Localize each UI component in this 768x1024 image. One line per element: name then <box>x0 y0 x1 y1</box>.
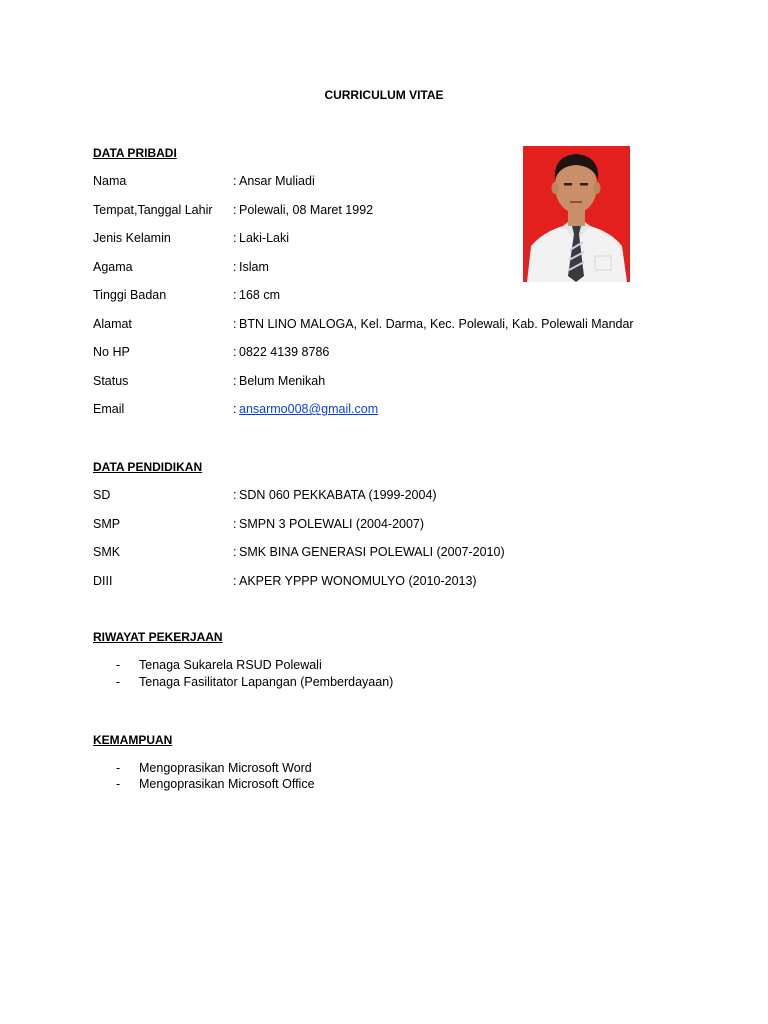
row-colon: : <box>233 345 237 359</box>
row-colon: : <box>233 317 237 331</box>
list-item-text: Tenaga Sukarela RSUD Polewali <box>139 658 322 672</box>
row-value: 0822 4139 8786 <box>239 345 330 359</box>
row-value: Laki-Laki <box>239 231 290 245</box>
row-colon: : <box>233 402 237 416</box>
row-colon: : <box>233 260 237 274</box>
row-label: No HP <box>93 345 130 359</box>
row-label: SMK <box>93 545 121 559</box>
document-title: CURRICULUM VITAE <box>324 88 444 102</box>
row-value: Islam <box>239 260 269 274</box>
row-value: SDN 060 PEKKABATA (1999-2004) <box>239 488 437 502</box>
bullet-dash: - <box>116 675 121 689</box>
row-value: AKPER YPPP WONOMULYO (2010-2013) <box>239 574 477 588</box>
row-colon: : <box>233 231 237 245</box>
row-colon: : <box>233 488 237 502</box>
section-heading-pendidikan: DATA PENDIDIKAN <box>93 460 203 474</box>
row-value: Polewali, 08 Maret 1992 <box>239 203 374 217</box>
section-heading-pribadi: DATA PRIBADI <box>93 146 177 160</box>
email-link[interactable]: ansarmo008@gmail.com <box>239 402 379 416</box>
row-colon: : <box>233 203 237 217</box>
section-heading-kemampuan: KEMAMPUAN <box>93 733 173 747</box>
row-label: Status <box>93 374 129 388</box>
row-label: Nama <box>93 174 127 188</box>
row-value: SMK BINA GENERASI POLEWALI (2007-2010) <box>239 545 505 559</box>
bullet-dash: - <box>116 777 121 791</box>
row-label: Tempat,Tanggal Lahir <box>93 203 213 217</box>
list-item-text: Tenaga Fasilitator Lapangan (Pemberdayaan) <box>139 675 394 689</box>
row-value: 168 cm <box>239 288 280 302</box>
row-label: Agama <box>93 260 133 274</box>
row-colon: : <box>233 545 237 559</box>
row-label: Email <box>93 402 125 416</box>
row-colon: : <box>233 174 237 188</box>
list-item-text: Mengoprasikan Microsoft Office <box>139 777 315 791</box>
row-label: Jenis Kelamin <box>93 231 171 245</box>
row-colon: : <box>233 574 237 588</box>
bullet-dash: - <box>116 761 121 775</box>
list-item-text: Mengoprasikan Microsoft Word <box>139 761 312 775</box>
section-heading-pekerjaan: RIWAYAT PEKERJAAN <box>93 630 223 644</box>
row-label: DIII <box>93 574 113 588</box>
person-photo-icon <box>523 146 630 282</box>
row-label: Alamat <box>93 317 132 331</box>
row-colon: : <box>233 517 237 531</box>
row-value: BTN LINO MALOGA, Kel. Darma, Kec. Polewali, Kab. Polewali Mandar <box>239 317 634 331</box>
row-label: SD <box>93 488 111 502</box>
row-value: Belum Menikah <box>239 374 326 388</box>
row-label: Tinggi Badan <box>93 288 167 302</box>
row-colon: : <box>233 374 237 388</box>
row-label: SMP <box>93 517 121 531</box>
row-value: Ansar Muliadi <box>239 174 315 188</box>
row-colon: : <box>233 288 237 302</box>
row-value: SMPN 3 POLEWALI (2004-2007) <box>239 517 425 531</box>
profile-photo <box>523 146 630 282</box>
bullet-dash: - <box>116 658 121 672</box>
